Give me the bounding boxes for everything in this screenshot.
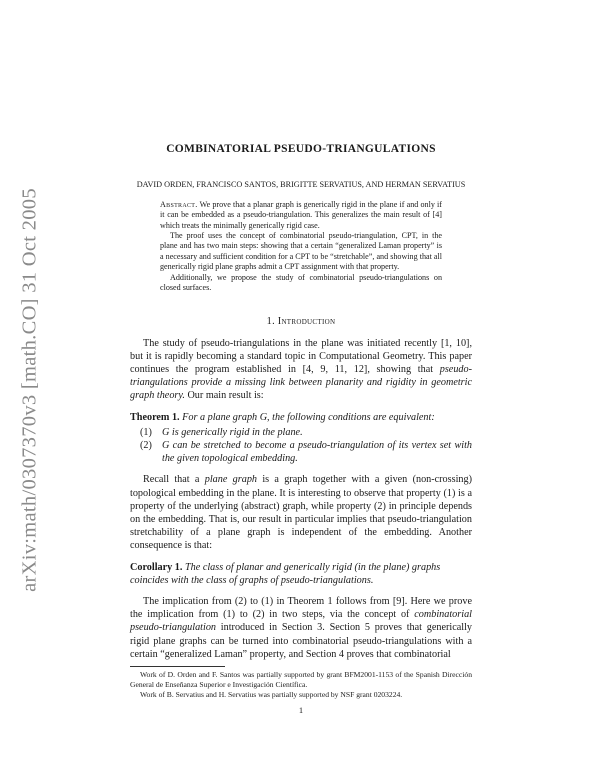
section-body: [130, 337, 472, 661]
body-paragraph: The implication from (2) to (1) in Theorem 1 follows from [9]. Here we prove the implication from (1) to (2) in two steps, via the concept of combinatorial pseudo-triangulation introduced in Section 3. Section 5 proves that generically rigid plane graphs can be turned into combinatorial pseudo-triangulations with a certain “generalized Laman” property, and Section 4 proves that combinatorial: [130, 596, 472, 660]
footnotes: [130, 670, 472, 699]
arxiv-identifier: arXiv:math/0307370v3 [math.CO] 31 Oct 2005: [18, 188, 41, 592]
footnote: Work of B. Servatius and H. Servatius was partially supported by NSF grant 0203224.: [140, 689, 403, 699]
abstract-paragraph: Additionally, we propose the study of combinatorial pseudo-triangulations on closed surfaces.: [160, 272, 442, 292]
page-number: 1: [298, 705, 304, 716]
theorem-condition: (2) G can be stretched to become a pseudo-triangulation of its vertex set with the given topological embedding.: [140, 439, 472, 465]
theorem-condition: (1) G is generically rigid in the plane.: [140, 426, 303, 438]
footnote: Work of D. Orden and F. Santos was partially supported by grant BFM2001-1153 of the Spanish Dirección General de Enseñanza Superior e Investigación Científica.: [130, 670, 472, 689]
section-heading: 1. Introduction: [266, 316, 336, 328]
footnote-rule: [130, 666, 225, 667]
corollary-1: [130, 561, 472, 587]
abstract-paragraph: The proof uses the concept of combinatorial pseudo-triangulation, CPT, in the plane and has two main steps: showing that a certain “generalized Laman property” is a necessary and sufficient condition for a CPT to be “stretchable”, and showing that all generically rigid plane graphs admit a CPT assignment with that property.: [160, 230, 442, 272]
theorem-statement: For a plane graph G, the following conditions are equivalent:: [182, 411, 435, 423]
abstract-label: Abstract.: [160, 199, 198, 209]
corollary-label: Corollary 1.: [130, 561, 183, 573]
theorem-1: [130, 411, 472, 466]
abstract: [160, 200, 442, 294]
abstract-paragraph: Abstract. We prove that a planar graph is generically rigid in the plane if and only if it can be embedded as a pseudo-triangulation. This generalizes the main result of [4] which treats the minimally generically rigid case.: [160, 199, 442, 230]
paper-title: COMBINATORIAL PSEUDO-TRIANGULATIONS: [166, 143, 436, 155]
corollary-statement: The class of planar and generically rigid (in the plane) graphs coincides with the class of graphs of pseudo-triangulations.: [130, 561, 441, 586]
body-paragraph: The study of pseudo-triangulations in the plane was initiated recently [1, 10], but it is rapidly becoming a standard topic in Computational Geometry. This paper continues the program established in [4, 9, 11, 12], showing that pseudo-triangulations provide a missing link between planarity and rigidity in geometric graph theory. Our main result is:: [130, 337, 472, 402]
body-paragraph: Recall that a plane graph is a graph together with a given (non-crossing) topological embedding in the plane. It is interesting to observe that property (1) is a property of the underlying (abstract) graph, while property (2) in principle depends on the embedding. That is, our result in particular implies that pseudo-triangulation stretchability of a plane graph is independent of the embedding. Another consequence is that:: [130, 474, 472, 552]
paper-page: [130, 143, 472, 718]
theorem-conditions: [130, 426, 472, 466]
theorem-label: Theorem 1.: [130, 411, 180, 423]
author-list: DAVID ORDEN, FRANCISCO SANTOS, BRIGITTE SERVATIUS, AND HERMAN SERVATIUS: [136, 180, 466, 190]
